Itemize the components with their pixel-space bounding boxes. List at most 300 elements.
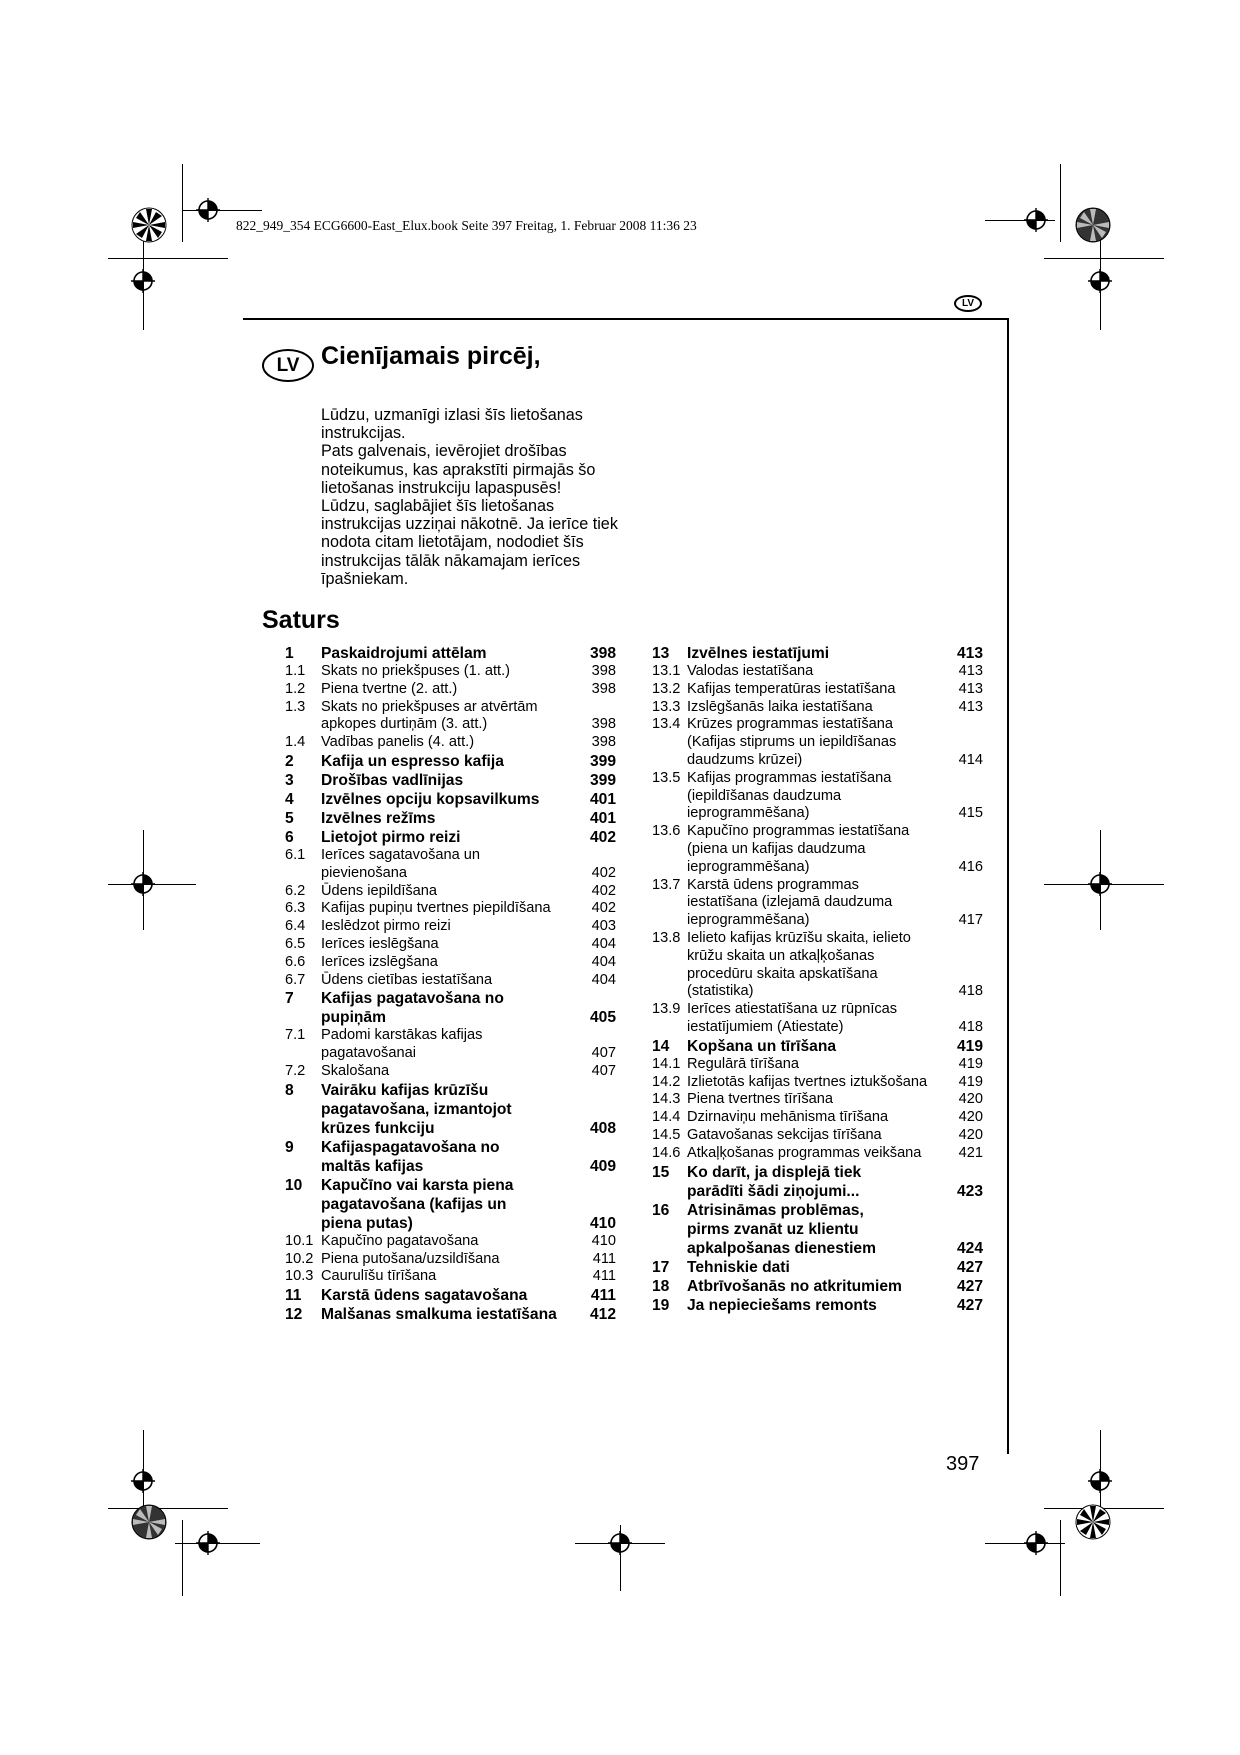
registration-target-icon [196, 1531, 220, 1555]
toc-entry [652, 1201, 984, 1258]
star-target-icon [131, 1504, 167, 1540]
toc-entry-title-line: Kafijas pupiņu tvertnes piepildīšana [321, 900, 551, 917]
intro-paragraph: Pats galvenais, ievērojiet drošības noteikumus, kas aprakstīti pirmajās šo lietošanas instrukciju lapaspusēs! [321, 442, 596, 497]
toc-entry [652, 1091, 984, 1109]
toc-entry-title-line: daudzums krūzei) [687, 751, 803, 768]
toc-entry-page: 413 [958, 663, 983, 679]
toc-entry-title-line: parādīti šādi ziņojumi... [687, 1182, 860, 1200]
toc-entry-page: 410 [589, 1214, 616, 1232]
toc-entry [285, 771, 617, 790]
toc-entry-page: 420 [958, 1091, 983, 1108]
toc-entry-number: 13.3 [652, 698, 681, 715]
toc-entry-title-line: ieprogrammēšana) [687, 805, 810, 822]
toc-entry [652, 1056, 984, 1074]
toc-entry-title-line: pirms zvanāt uz klientu [687, 1220, 859, 1238]
toc-entry-title [687, 716, 949, 769]
toc-entry [652, 1277, 984, 1296]
toc-entry-title-line: Vadības panelis (4. att.) [321, 734, 475, 751]
toc-entry-title [321, 644, 581, 663]
toc-entry-number: 14 [652, 1037, 670, 1055]
toc-entry-number: 5 [285, 809, 294, 827]
toc-entry-title-line: procedūru skaita apskatīšana [687, 965, 878, 982]
toc-entry-title-line: Ūdens cietības iestatīšana [321, 971, 493, 988]
toc-entry-page: 418 [958, 983, 983, 1000]
toc-entry [285, 989, 617, 1027]
toc-column-right [652, 644, 984, 1315]
toc-entry-page: 402 [589, 828, 616, 846]
toc-entry-title [321, 1268, 581, 1286]
toc-entry-title [687, 1091, 949, 1109]
toc-entry-title-line: pupiņām [321, 1009, 386, 1027]
registration-target-icon [1088, 269, 1112, 293]
toc-entry [652, 1163, 984, 1201]
toc-entry-page: 418 [958, 1018, 983, 1035]
toc-entry-title [321, 918, 581, 936]
toc-entry [285, 734, 617, 752]
toc-entry [285, 900, 617, 918]
toc-entry-page: 398 [591, 680, 616, 697]
toc-entry-title-line: Kapučīno vai karsta piena [321, 1176, 514, 1194]
toc-entry-page: 419 [958, 1073, 983, 1090]
toc-entry-page: 407 [591, 1062, 616, 1079]
toc-entry-page: 423 [956, 1182, 983, 1200]
toc-entry-number: 13.2 [652, 680, 681, 697]
toc-entry-title [321, 681, 581, 699]
toc-entry-title [321, 1233, 581, 1251]
toc-entry-title-line: Izvēlnes režīms [321, 809, 436, 827]
toc-entry-page: 415 [958, 805, 983, 822]
toc-entry [652, 1074, 984, 1092]
toc-entry-title [687, 930, 949, 1001]
toc-entry-number: 7.2 [285, 1062, 306, 1079]
toc-entry-page: 413 [958, 680, 983, 697]
toc-entry-title [687, 1258, 949, 1277]
registration-target-icon [1088, 1469, 1112, 1493]
toc-entry [652, 1296, 984, 1315]
toc-entry-title [321, 1027, 581, 1063]
toc-entry-title-line: Atkaļķošanas programmas veikšana [687, 1144, 922, 1161]
toc-entry-number: 7 [285, 990, 294, 1008]
toc-entry-page: 403 [591, 918, 616, 935]
toc-entry-number: 6 [285, 828, 294, 846]
toc-entry [285, 1233, 617, 1251]
toc-entry-title-line: (Kafijas stiprums un iepildīšanas [687, 734, 897, 751]
toc-entry [285, 809, 617, 828]
toc-entry-title [321, 900, 581, 918]
toc-entry-page: 407 [591, 1045, 616, 1062]
intro-paragraph: Lūdzu, saglabājiet šīs lietošanas instrukcijas uzziņai nākotnē. Ja ierīce tiek nodota citam lietotājam, nododiet šīs instrukcijas tālāk nākamajam ierīces īpašniekam. [321, 497, 618, 588]
toc-entry [285, 1305, 617, 1324]
toc-entry-number: 13.8 [652, 929, 681, 946]
toc-entry-number: 3 [285, 771, 294, 789]
toc-entry-number: 13 [652, 645, 670, 662]
toc-entry-title-line: Kafijas temperatūras iestatīšana [687, 680, 896, 697]
toc-entry-title [321, 771, 581, 790]
toc-entry-page: 411 [592, 1250, 616, 1267]
toc-entry-title-line: piena putas) [321, 1214, 413, 1232]
toc-entry-number: 14.4 [652, 1109, 681, 1126]
toc-entry-title-line: Vairāku kafijas krūzīšu [321, 1081, 489, 1099]
toc-entry-title [321, 828, 581, 847]
toc-entry-title-line: Ieslēdzot pirmo reizi [321, 918, 451, 935]
toc-entry-page: 402 [591, 882, 616, 899]
toc-entry-title [687, 644, 949, 663]
toc-entry [285, 1138, 617, 1176]
language-badge: LV [262, 349, 314, 382]
toc-entry-title-line: Tehniskie dati [687, 1258, 790, 1276]
toc-entry-title-line: iestatījumiem (Atiestate) [687, 1018, 844, 1035]
toc-entry [285, 828, 617, 847]
toc-entry-title-line: (iepildīšanas daudzuma [687, 787, 842, 804]
toc-entry-page: 414 [958, 751, 983, 768]
toc-entry-title-line: Karstā ūdens sagatavošana [321, 1287, 528, 1305]
toc-entry-page: 427 [956, 1296, 983, 1314]
toc-entry-title-line: Kopšana un tīrīšana [687, 1037, 837, 1055]
toc-entry-number: 6.2 [285, 882, 306, 899]
toc-entry-number: 6.4 [285, 918, 306, 935]
print-slug: 822_949_354 ECG6600-East_Elux.book Seite 397 Freitag, 1. Februar 2008 11:36 23 [236, 218, 697, 233]
toc-entry-page: 424 [956, 1239, 983, 1257]
toc-entry-title [687, 1277, 949, 1296]
toc-entry [652, 1127, 984, 1145]
toc-entry-title-line: Lietojot pirmo reizi [321, 828, 461, 846]
toc-entry [652, 681, 984, 699]
toc-entry-title [321, 752, 581, 771]
toc-entry-page: 411 [590, 1287, 616, 1305]
toc-entry-title-line: Kapučīno pagatavošana [321, 1232, 479, 1249]
toc-entry-title-line: Izlietotās kafijas tvertnes iztukšošana [687, 1073, 928, 1090]
toc-entry-number: 1.4 [285, 734, 306, 751]
intro-paragraph: Lūdzu, uzmanīgi izlasi šīs lietošanas instrukcijas. [321, 406, 583, 443]
toc-entry-title-line: Ierīces izslēgšana [321, 953, 438, 970]
toc-column-left [285, 644, 617, 1324]
toc-entry [285, 699, 617, 735]
toc-entry-number: 1.2 [285, 680, 306, 697]
toc-entry-title-line: Kafijas pagatavošana no [321, 990, 504, 1008]
toc-entry-page: 421 [958, 1144, 983, 1161]
page-number: 397 [946, 1453, 980, 1475]
toc-entry-title-line: Skalošana [321, 1062, 390, 1079]
toc-entry [285, 847, 617, 883]
toc-entry-title [687, 1056, 949, 1074]
toc-entry-title [321, 1138, 581, 1176]
registration-target-icon [131, 269, 155, 293]
toc-entry [652, 823, 984, 876]
toc-entry-number: 13.9 [652, 1001, 681, 1018]
toc-entry-number: 13.1 [652, 663, 681, 679]
toc-entry-title [321, 663, 581, 681]
toc-entry-number: 19 [652, 1296, 670, 1314]
toc-entry-page: 405 [589, 1009, 616, 1027]
toc-entry-title [321, 883, 581, 901]
toc-entry-title [321, 699, 581, 735]
toc-entry-title-line: Kafijaspagatavošana no [321, 1138, 500, 1156]
toc-entry-number: 10 [285, 1176, 303, 1194]
toc-entry-page: 398 [591, 716, 616, 733]
toc-entry-title [321, 1251, 581, 1269]
toc-entry-page: 416 [958, 858, 983, 875]
toc-entry-page: 410 [591, 1232, 616, 1249]
toc-entry-title-line: iestatīšana (izlejamā daudzuma [687, 894, 893, 911]
toc-entry [285, 1081, 617, 1138]
toc-entry-number: 10.3 [285, 1268, 314, 1285]
toc-entry-number: 1.1 [285, 663, 306, 679]
toc-entry-title-line: krūzes funkciju [321, 1119, 435, 1137]
toc-entry-page: 402 [591, 864, 616, 881]
toc-entry-title-line: Malšanas smalkuma iestatīšana [321, 1306, 557, 1324]
registration-target-icon [1088, 872, 1112, 896]
star-target-icon [1075, 207, 1111, 243]
toc-entry-title-line: Atrisināmas problēmas, [687, 1201, 864, 1219]
toc-entry-title-line: Kapučīno programmas iestatīšana [687, 823, 910, 840]
toc-entry-title [321, 936, 581, 954]
toc-entry-number: 14.5 [652, 1126, 681, 1143]
toc-entry-title [687, 1163, 949, 1201]
toc-entry-title [687, 699, 949, 717]
toc-entry [285, 663, 617, 681]
toc-entry-title [687, 1074, 949, 1092]
toc-entry [652, 877, 984, 930]
toc-entry-title-line: Izvēlnes iestatījumi [687, 645, 830, 662]
toc-entry-title [687, 1109, 949, 1127]
toc-entry [285, 918, 617, 936]
toc-entry-page: 411 [592, 1268, 616, 1285]
toc-entry [652, 930, 984, 1001]
toc-entry-page: 398 [589, 645, 616, 662]
frame-right-rule [1007, 318, 1009, 1454]
page-title: Cienījamais pircēj, [321, 342, 541, 370]
toc-entry-title-line: Izvēlnes opciju kopsavilkums [321, 790, 540, 808]
toc-entry-title-line: krūžu skaita un atkaļķošanas [687, 947, 875, 964]
toc-entry-number: 15 [652, 1163, 670, 1181]
toc-entry-page: 427 [956, 1277, 983, 1295]
toc-entry-number: 13.7 [652, 876, 681, 893]
toc-entry-title-line: Ja nepieciešams remonts [687, 1296, 877, 1314]
toc-entry-title [321, 972, 581, 990]
toc-entry-title [687, 1001, 949, 1037]
toc-entry-title-line: Gatavošanas sekcijas tīrīšana [687, 1126, 882, 1143]
toc-entry [285, 1063, 617, 1081]
toc-entry-number: 13.5 [652, 769, 681, 786]
toc-entry-title [687, 1145, 949, 1163]
toc-entry [652, 1109, 984, 1127]
toc-entry-title [321, 734, 581, 752]
toc-entry-title-line: pagatavošana (kafijas un [321, 1195, 507, 1213]
toc-entry-title-line: Ierīces atiestatīšana uz rūpnīcas [687, 1001, 898, 1018]
toc-entry-number: 14.2 [652, 1073, 681, 1090]
toc-entry-number: 14.3 [652, 1091, 681, 1108]
toc-entry-number: 8 [285, 1081, 294, 1099]
toc-entry-page: 420 [958, 1109, 983, 1126]
toc-entry-number: 1.3 [285, 698, 306, 715]
toc-entry-title-line: pievienošana [321, 864, 408, 881]
toc-entry-title-line: Ūdens iepildīšana [321, 882, 438, 899]
registration-target-icon [1024, 208, 1048, 232]
toc-entry [652, 1145, 984, 1163]
toc-entry-title-line: (statistika) [687, 983, 754, 1000]
toc-entry-number: 14.1 [652, 1055, 681, 1072]
toc-entry-title-line: Dzirnaviņu mehānisma tīrīšana [687, 1109, 889, 1126]
toc-entry-page: 404 [591, 971, 616, 988]
toc-entry-number: 7.1 [285, 1027, 306, 1044]
toc-entry [652, 1037, 984, 1056]
toc-entry-page: 419 [958, 1055, 983, 1072]
toc-entry-number: 11 [285, 1287, 302, 1305]
toc-entry-title [687, 1037, 949, 1056]
toc-entry-title-line: pagatavošana, izmantojot [321, 1100, 512, 1118]
toc-heading: Saturs [262, 606, 340, 634]
toc-entry [285, 644, 617, 663]
toc-entry [652, 1001, 984, 1037]
registration-target-icon [131, 1469, 155, 1493]
toc-entry-title-line: Piena tvertnes tīrīšana [687, 1091, 834, 1108]
toc-entry-number: 17 [652, 1258, 670, 1276]
toc-entry-page: 402 [591, 900, 616, 917]
toc-entry-title-line: Kafijas programmas iestatīšana [687, 769, 892, 786]
registration-target-icon [608, 1531, 632, 1555]
toc-entry-title-line: apkalpošanas dienestiem [687, 1239, 876, 1257]
toc-entry-page: 420 [958, 1126, 983, 1143]
toc-entry-page: 399 [589, 752, 616, 770]
toc-entry-title [321, 989, 581, 1027]
toc-entry-number: 6.7 [285, 971, 306, 988]
toc-entry-title-line: (piena un kafijas daudzuma [687, 840, 866, 857]
language-badge-small: LV [954, 295, 982, 312]
toc-entry-page: 413 [956, 645, 983, 662]
star-target-icon [1075, 1504, 1111, 1540]
toc-entry-number: 6.3 [285, 900, 306, 917]
toc-entry-page: 413 [958, 698, 983, 715]
toc-entry-title-line: Karstā ūdens programmas [687, 876, 859, 893]
toc-entry-title [687, 663, 949, 681]
toc-entry [285, 1176, 617, 1233]
toc-entry-title-line: Ko darīt, ja displejā tiek [687, 1163, 862, 1181]
frame-top-rule [243, 318, 1009, 320]
toc-entry-page: 401 [589, 809, 616, 827]
toc-entry [652, 1258, 984, 1277]
toc-entry-number: 14.6 [652, 1144, 681, 1161]
toc-entry-number: 9 [285, 1138, 294, 1156]
toc-entry-number: 12 [285, 1306, 303, 1324]
toc-entry [285, 954, 617, 972]
toc-entry-title-line: Regulārā tīrīšana [687, 1055, 799, 1072]
toc-entry-title [321, 1286, 581, 1305]
toc-entry-page: 419 [956, 1037, 983, 1055]
toc-entry-page: 408 [589, 1119, 616, 1137]
toc-entry [285, 1251, 617, 1269]
toc-entry-title [687, 770, 949, 823]
toc-entry-title-line: Atbrīvošanās no atkritumiem [687, 1277, 902, 1295]
toc-entry-title-line: Paskaidrojumi attēlam [321, 645, 487, 662]
toc-entry-number: 6.6 [285, 953, 306, 970]
toc-entry [285, 790, 617, 809]
registration-target-icon [196, 198, 220, 222]
registration-target-icon [1024, 1531, 1048, 1555]
toc-entry-title-line: pagatavošanai [321, 1045, 416, 1062]
toc-entry-page: 404 [591, 953, 616, 970]
toc-entry-page: 399 [589, 771, 616, 789]
toc-entry-number: 1 [285, 645, 294, 662]
toc-entry-title-line: Ierīces ieslēgšana [321, 935, 439, 952]
toc-entry-title [321, 809, 581, 828]
toc-entry-title-line: Piena tvertne (2. att.) [321, 680, 458, 697]
toc-entry [652, 770, 984, 823]
toc-entry-title-line: Padomi karstākas kafijas [321, 1027, 483, 1044]
toc-entry-page: 409 [589, 1157, 616, 1175]
toc-entry-title [687, 877, 949, 930]
toc-entry-title-line: Krūzes programmas iestatīšana [687, 716, 894, 733]
toc-entry [285, 883, 617, 901]
toc-entry-page: 427 [956, 1258, 983, 1276]
toc-entry-number: 6.5 [285, 935, 306, 952]
toc-entry-title [321, 847, 581, 883]
toc-entry-title-line: Piena putošana/uzsildīšana [321, 1250, 500, 1267]
toc-entry-number: 16 [652, 1201, 670, 1219]
toc-entry-title [321, 1176, 581, 1233]
toc-entry [285, 936, 617, 954]
toc-entry [652, 663, 984, 681]
toc-entry-title-line: maltās kafijas [321, 1157, 424, 1175]
toc-entry [652, 644, 984, 663]
toc-entry-number: 10.1 [285, 1232, 314, 1249]
toc-entry-title-line: Ierīces sagatavošana un [321, 846, 481, 863]
toc-entry-title [321, 1063, 581, 1081]
toc-entry-title-line: apkopes durtiņām (3. att.) [321, 716, 488, 733]
toc-entry-title-line: Valodas iestatīšana [687, 663, 814, 679]
toc-entry-page: 404 [591, 935, 616, 952]
toc-entry-page: 398 [591, 734, 616, 751]
toc-entry-title-line: ieprogrammēšana) [687, 858, 810, 875]
toc-entry-page: 412 [589, 1306, 616, 1324]
toc-entry-title [321, 954, 581, 972]
toc-entry-title [687, 1201, 949, 1258]
toc-entry [652, 716, 984, 769]
toc-entry-page: 398 [591, 663, 616, 679]
toc-entry-title [687, 681, 949, 699]
toc-entry-title [687, 1127, 949, 1145]
toc-entry-title [321, 1305, 581, 1324]
toc-entry-page: 401 [589, 790, 616, 808]
star-target-icon [131, 207, 167, 243]
toc-entry [285, 752, 617, 771]
toc-entry [652, 699, 984, 717]
toc-entry-title-line: Caurulīšu tīrīšana [321, 1268, 437, 1285]
intro-text [321, 406, 621, 588]
toc-entry-number: 18 [652, 1277, 670, 1295]
toc-entry-title-line: Skats no priekšpuses ar atvērtām [321, 698, 538, 715]
toc-entry-number: 6.1 [285, 846, 306, 863]
toc-entry-number: 10.2 [285, 1250, 314, 1267]
toc-entry-title-line: ieprogrammēšana) [687, 912, 810, 929]
toc-entry-title [687, 823, 949, 876]
toc-entry [285, 1286, 617, 1305]
toc-entry [285, 1268, 617, 1286]
toc-entry-title-line: Drošības vadlīnijas [321, 771, 464, 789]
toc-entry-title [321, 790, 581, 809]
toc-entry [285, 972, 617, 990]
toc-entry [285, 1027, 617, 1063]
toc-entry-title-line: Izslēgšanās laika iestatīšana [687, 698, 873, 715]
toc-entry-number: 13.4 [652, 716, 681, 733]
toc-entry-number: 13.6 [652, 823, 681, 840]
toc-entry-title-line: Ielieto kafijas krūzīšu skaita, ielieto [687, 929, 911, 946]
toc-entry-number: 2 [285, 752, 294, 770]
toc-entry-title-line: Kafija un espresso kafija [321, 752, 504, 770]
toc-entry-title [321, 1081, 581, 1138]
toc-entry-title [687, 1296, 949, 1315]
toc-entry [285, 681, 617, 699]
toc-entry-page: 417 [958, 912, 983, 929]
